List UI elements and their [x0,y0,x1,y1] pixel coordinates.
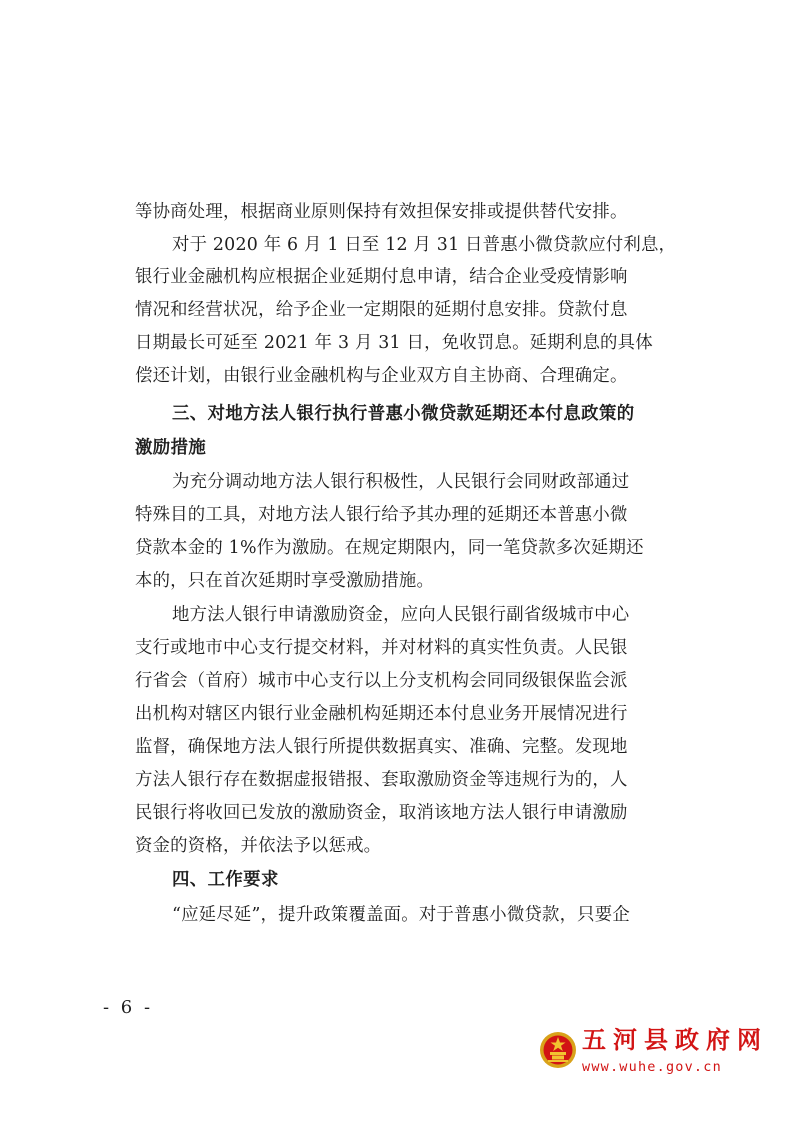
paragraph-line: 方法人银行存在数据虚报错报、套取激励资金等违规行为的，人 [135,770,628,790]
paragraph-line: 支行或地市中心支行提交材料，并对材料的真实性负责。人民银 [135,638,628,658]
paragraph-line: 资金的资格，并依法予以惩戒。 [135,836,382,856]
paragraph-line: 出机构对辖区内银行业金融机构延期还本付息业务开展情况进行 [135,704,628,724]
paragraph-line: 银行业金融机构应根据企业延期付息申请，结合企业受疫情影响 [135,267,628,287]
paragraph-line: “应延尽延”，提升政策覆盖面。对于普惠小微贷款，只要企 [172,905,630,925]
paragraph-line: 行省会（首府）城市中心支行以上分支机构会同同级银保监会派 [135,671,628,691]
watermark-site-name: 五河县政府网 [582,1026,768,1054]
section-heading: 三、对地方法人银行执行普惠小微贷款延期还本付息政策的 [172,404,635,424]
paragraph-line: 本的，只在首次延期时享受激励措施。 [135,571,435,591]
national-emblem-icon [538,1030,578,1070]
section-heading: 四、工作要求 [172,870,279,890]
page-number: - 6 - [103,997,154,1018]
paragraph-line: 民银行将收回已发放的激励资金，取消该地方法人银行申请激励 [135,803,628,823]
paragraph-line: 贷款本金的 1%作为激励。在规定期限内，同一笔贷款多次延期还 [135,538,644,558]
paragraph-line: 等协商处理，根据商业原则保持有效担保安排或提供替代安排。 [135,202,628,222]
paragraph-line: 情况和经营状况，给予企业一定期限的延期付息安排。贷款付息 [135,300,628,320]
site-watermark [538,1025,788,1105]
paragraph-line: 对于 2020 年 6 月 1 日至 12 月 31 日普惠小微贷款应付利息， [172,235,677,255]
watermark-url: www.wuhe.gov.cn [582,1059,722,1075]
paragraph-line: 偿还计划，由银行业金融机构与企业双方自主协商、合理确定。 [135,366,628,386]
section-heading: 激励措施 [135,438,207,458]
paragraph-line: 地方法人银行申请激励资金，应向人民银行副省级城市中心 [172,605,630,625]
paragraph-line: 特殊目的工具，对地方法人银行给予其办理的延期还本普惠小微 [135,505,628,525]
paragraph-line: 日期最长可延至 2021 年 3 月 31 日，免收罚息。延期利息的具体 [135,333,653,353]
paragraph-line: 监督，确保地方法人银行所提供数据真实、准确、完整。发现地 [135,737,628,757]
paragraph-line: 为充分调动地方法人银行积极性，人民银行会同财政部通过 [172,472,630,492]
